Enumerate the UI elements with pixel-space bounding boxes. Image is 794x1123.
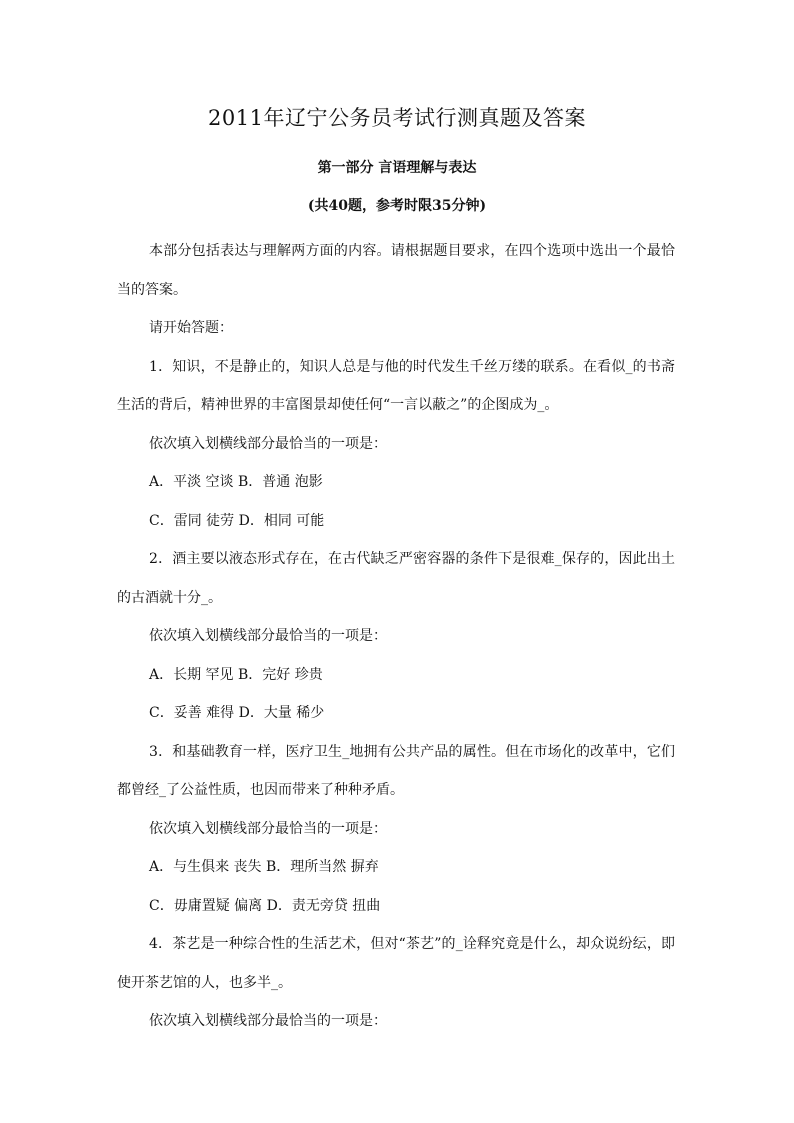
question-3-instruction: 依次填入划横线部分最恰当的一项是： [149, 820, 387, 837]
intro-paragraph: 本部分包括表达与理解两方面的内容。请根据题目要求，在四个选项中选出一个最恰当的答案。 [117, 243, 675, 298]
section-title: 第一部分 言语理解与表达 [317, 160, 477, 176]
document-title: 2011年辽宁公务员考试行测真题及答案 [208, 106, 586, 130]
question-2-options-ab: A．长期 罕见 B．完好 珍贵 [149, 666, 323, 683]
question-4-instruction: 依次填入划横线部分最恰当的一项是： [149, 1013, 387, 1029]
question-1: 1．知识，不是静止的，知识人总是与他的时代发生千丝万缕的联系。在看似_的书斋生活的背后，精神世界的丰富图景却使任何“一言以蔽之”的企图成为_。 [117, 358, 675, 413]
question-1-options-cd: C．雷同 徒劳 D．相同 可能 [149, 512, 325, 529]
section-note: (共40题，参考时限35分钟) [307, 198, 487, 214]
start-prompt: 请开始答题： [149, 320, 233, 336]
question-3-options-cd: C．毋庸置疑 偏离 D．责无旁贷 扭曲 [149, 897, 381, 914]
question-1-options-ab: A．平淡 空谈 B．普通 泡影 [149, 474, 323, 490]
question-1-instruction: 依次填入划横线部分最恰当的一项是： [149, 435, 387, 452]
question-2-options-cd: C．妥善 难得 D．大量 稀少 [149, 705, 325, 721]
question-2-instruction: 依次填入划横线部分最恰当的一项是： [149, 628, 387, 644]
question-4: 4．茶艺是一种综合性的生活艺术，但对“茶艺”的_诠释究竟是什么，却众说纷纭，即使开茶艺馆的人，也多半_。 [117, 936, 675, 991]
document-body [117, 232, 675, 1041]
question-3-options-ab: A．与生俱来 丧失 B．理所当然 摒弃 [149, 859, 379, 875]
question-3: 3．和基础教育一样，医疗卫生_地拥有公共产品的属性。但在市场化的改革中，它们都曾经_了公益性质，也因而带来了种种矛盾。 [117, 743, 675, 798]
question-2: 2．酒主要以液态形式存在，在古代缺乏严密容器的条件下是很难_保存的，因此出土的古酒就十分_。 [117, 551, 675, 606]
